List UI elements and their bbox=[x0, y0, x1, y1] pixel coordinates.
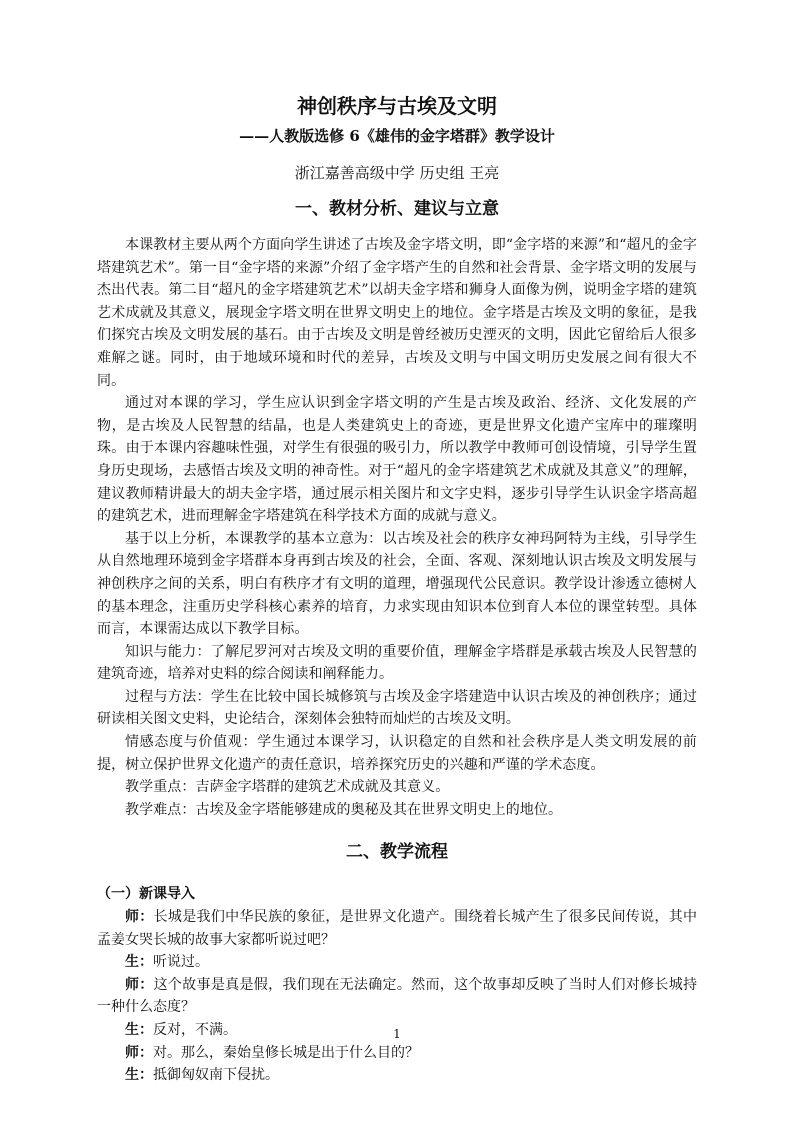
paragraph: 基于以上分析，本课教学的基本立意为：以古埃及社会的秩序女神玛阿特为主线，引导学生从自然地理环境到金字塔群本身再到古埃及的社会，全面、客观、深刻地认识古埃及文明发展与神创秩序之间的关系，明白有秩序才有文明的道理，增强现代公民意识。教学设计渗透立德树人的基本理念，注重历史学科核心素养的培育，力求实现由知识本位到育人本位的课堂转型。具体而言，本课需达成以下教学目标。 bbox=[97, 530, 697, 638]
page-number: 1 bbox=[393, 1027, 401, 1041]
dialog-text: 反对，不满。 bbox=[153, 1022, 237, 1038]
speaker-label: 生： bbox=[125, 954, 153, 971]
section-heading-process: 二、教学流程 bbox=[346, 842, 448, 863]
section-heading-analysis: 一、教材分析、建议与立意 bbox=[295, 199, 499, 219]
paragraph-key-point: 教学重点：吉萨金字塔群的建筑艺术成就及其意义。 bbox=[125, 779, 450, 796]
speaker-label: 师： bbox=[125, 976, 154, 993]
author-line: 浙江嘉善高级中学 历史组 王亮 bbox=[294, 164, 500, 182]
paragraph-objective-knowledge: 知识与能力：了解尼罗河对古埃及文明的重要价值，理解金字塔群是承载古埃及人民智慧的建筑奇迹，培养对史料的综合阅读和阐释能力。 bbox=[97, 643, 697, 683]
paragraph-objective-values: 情感态度与价值观：学生通过本课学习，认识稳定的自然和社会秩序是人类文明发展的前提，树立保护世界文化遗产的责任意识，培养探究历史的兴趣和严谨的学术态度。 bbox=[97, 734, 697, 773]
dialog-text: 对。那么，秦始皇修长城是出于什么目的？ bbox=[153, 1044, 419, 1061]
paragraph-objective-process: 过程与方法：学生在比较中国长城修筑与古埃及金字塔建造中认识古埃及的神创秩序；通过研读相关图文史料，史论结合，深刻体会独特而灿烂的古埃及文明。 bbox=[97, 688, 697, 728]
speaker-label: 生： bbox=[125, 1067, 153, 1084]
speaker-label: 师： bbox=[125, 909, 154, 926]
document-title: 神创秩序与古埃及文明 bbox=[297, 94, 497, 118]
dialog-line bbox=[97, 906, 697, 951]
document-page bbox=[97, 90, 697, 1087]
dialog-text: 听说过。 bbox=[153, 954, 209, 971]
sub-heading-intro: （一）新课导入 bbox=[97, 886, 195, 903]
dialog-line bbox=[97, 1042, 697, 1065]
dialog-line bbox=[97, 1064, 697, 1087]
dialog-line bbox=[97, 974, 697, 1019]
paragraph: 本课教材主要从两个方面向学生讲述了古埃及金字塔文明，即“金字塔的来源”和“超凡的金字塔建筑艺术”。第一目“金字塔的来源”介绍了金字塔产生的自然和社会背景、金字塔文明的发展与杰出代表。第二目“超凡的金字塔建筑艺术”以胡夫金字塔和狮身人面像为例，说明金字塔的建筑艺术成就及其意义，展现金字塔文明在世界文明史上的地位。金字塔是古埃及文明的象征，是我们探究古埃及文明发展的基石。由于古埃及文明是曾经被历史湮灭的文明，因此它留给后人很多难解之谜。同时，由于地域环境和时代的差异，古埃及文明与中国文明历史发展之间有很大不同。 bbox=[97, 237, 697, 389]
document-subtitle: ——人教版选修 6《雄伟的金字塔群》教学设计 bbox=[239, 127, 555, 145]
dialog-text: 长城是我们中华民族的象征，是世界文化遗产。围绕着长城产生了很多民间传说，其中孟姜女哭长城的故事大家都听说过吧？ bbox=[97, 909, 698, 948]
paragraph-difficult-point: 教学难点：古埃及金字塔能够建成的奥秘及其在世界文明史上的地位。 bbox=[125, 801, 563, 818]
speaker-label: 生： bbox=[125, 1022, 153, 1038]
dialog-text: 抵御匈奴南下侵扰。 bbox=[153, 1067, 279, 1084]
paragraph: 通过对本课的学习，学生应认识到金字塔文明的产生是古埃及政治、经济、文化发展的产物，是古埃及人民智慧的结晶，也是人类建筑史上的奇迹，更是世界文化遗产宝库中的璀璨明珠。由于本课内容趣味性强，对学生有很强的吸引力，所以教学中教师可创设情境，引导学生置身历史现场，去感悟古埃及文明的神奇性。对于“超凡的金字塔建筑艺术成就及其意义”的理解，建议教师精讲最大的胡夫金字塔，通过展示相关图片和文字史料，逐步引导学生认识金字塔高超的建筑艺术，进而理解金字塔建筑在科学技术方面的成就与意义。 bbox=[97, 395, 697, 525]
dialog-line bbox=[97, 951, 697, 974]
speaker-label: 师： bbox=[125, 1044, 153, 1061]
dialog-text: 这个故事是真是假，我们现在无法确定。然而，这个故事却反映了当时人们对修长城持一种什么态度？ bbox=[97, 976, 698, 1016]
